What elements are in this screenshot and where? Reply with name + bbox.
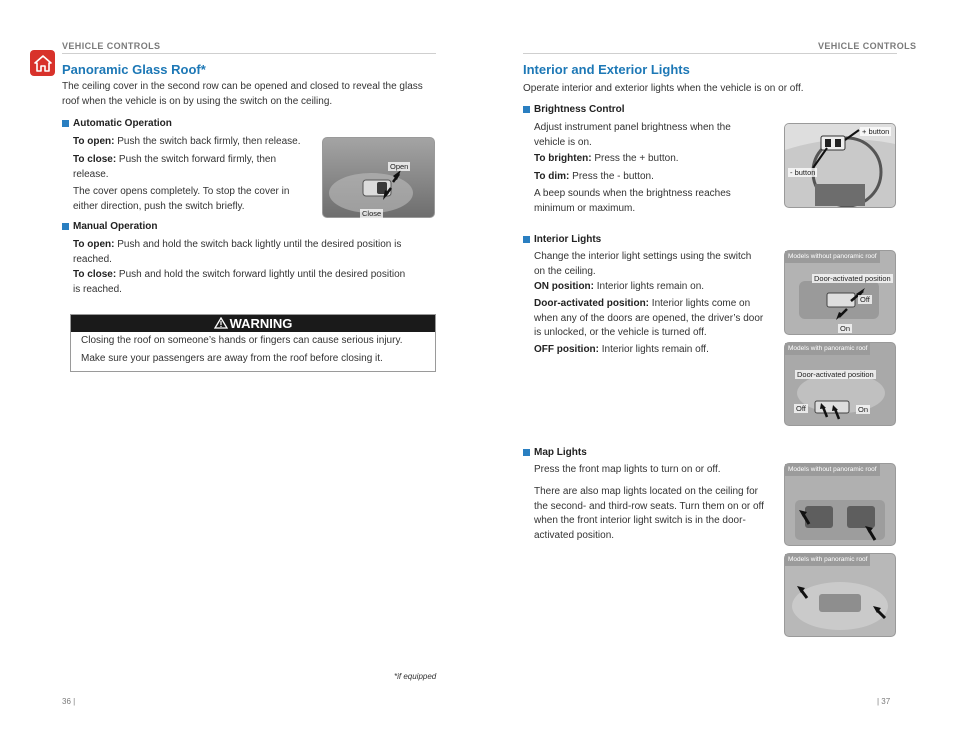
footnote: *if equipped [394,672,437,681]
roof-close-callout: Close [362,209,382,218]
warning-line-1: Closing the roof on someone’s hands or fingers can cause serious injury. [81,335,403,346]
brightness-control-heading: Brightness Control [523,104,625,115]
section-bullet [523,236,530,243]
lights-intro: Operate interior and exterior lights when the vehicle is on or off. [523,83,804,94]
manual-open-instruction: To open: Push and hold the switch back lightly until the desired position is reached. [73,239,402,265]
off-callout: Off [860,295,870,304]
left-running-header: VEHICLE CONTROLS [62,41,161,51]
left-header-rule [62,53,436,54]
home-button[interactable] [30,50,55,76]
manual-operation-heading: Manual Operation [62,221,157,232]
dim-instruction: To dim: Press the - button. [534,171,654,182]
auto-open-instruction: To open: Push the switch back firmly, then release. [73,136,301,147]
interior-lights-heading: Interior Lights [523,234,601,245]
map-lights-heading: Map Lights [523,447,587,458]
on-callout: On [840,324,851,333]
brighten-instruction: To brighten: Press the + button. [534,153,679,164]
left-page-number: 36 | [62,697,76,706]
badge-models-without-roof: Models without panoramic roof [785,464,880,476]
warning-line-2: Make sure your passengers are away from the roof before closing it. [81,352,383,364]
roof-switch-image [322,137,435,218]
page-title-lights: Interior and Exterior Lights [523,62,690,77]
page-title-panoramic-roof: Panoramic Glass Roof* [62,62,206,77]
warning-triangle-icon [214,316,228,333]
auto-note: The cover opens completely. To stop the cover in either direction, push the switch briefly. [73,186,290,212]
badge-models-with-roof: Models with panoramic roof [785,554,870,566]
off-callout: Off [796,404,806,413]
right-running-header: VEHICLE CONTROLS [818,41,917,51]
on-position-text: ON position: Interior lights remain on. [534,281,705,292]
auto-close-instruction: To close: Push the switch forward firmly, then release. [73,154,277,180]
right-page-number: | 37 [877,697,891,706]
manual-close-instruction: To close: Push and hold the switch forward lightly until the desired position is reached. [73,269,406,295]
badge-models-with-roof: Models with panoramic roof [785,343,870,355]
plus-button-callout: + button [862,127,890,136]
on-callout: On [858,405,869,414]
roof-intro: The ceiling cover in the second row can be opened and closed to reveal the glass roof when the vehicle is on by using the switch on the ceiling. [62,81,423,107]
warning-box [70,314,436,372]
door-activated-text: Door-activated position: Interior lights come on when any of the doors are opened, the driver’s door is unlocked, or the vehicle is turned off. [534,298,764,338]
door-activated-callout: Door-activated position [814,274,891,283]
warning-header: WARNING [71,315,435,332]
interior-lights-text: Change the interior light settings using the switch on the ceiling. [534,251,752,277]
section-bullet [62,223,69,230]
map-lights-text-2: There are also map lights located on the ceiling for the second- and third-row seats. Turn them on or off when the front interior light switch is in the door-activated position. [534,486,764,541]
off-position-text: OFF position: Interior lights remain off. [534,344,709,355]
door-activated-callout: Door-activated position [797,370,874,379]
map-lights-text-1: Press the front map lights to turn on or off. [534,464,721,475]
minus-button-callout: - button [790,168,816,177]
automatic-operation-heading: Automatic Operation [62,118,172,129]
badge-models-without-roof: Models without panoramic roof [785,251,880,263]
section-bullet [62,120,69,127]
brightness-text: Adjust instrument panel brightness when the vehicle is on. [534,122,731,148]
roof-open-callout: Open [390,162,409,171]
home-icon [34,55,52,72]
section-bullet [523,449,530,456]
right-header-rule [523,53,897,54]
brightness-note: A beep sounds when the brightness reaches minimum or maximum. [534,188,731,214]
section-bullet [523,106,530,113]
